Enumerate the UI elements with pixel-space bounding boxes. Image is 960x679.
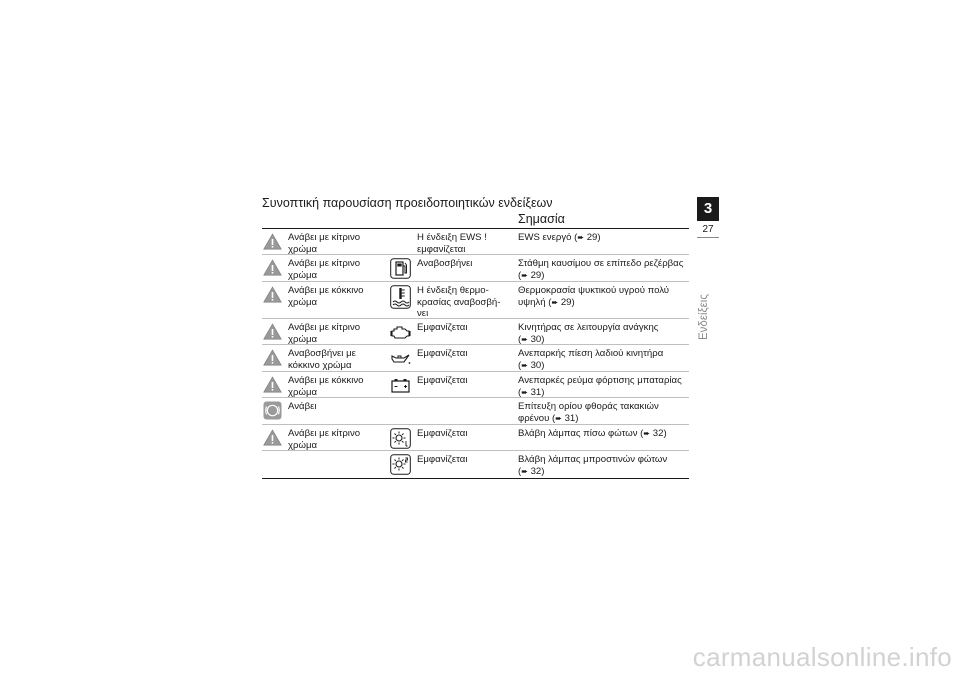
engine-icon [390,322,411,343]
page-reference: 31 [564,412,576,424]
rear-lamp-icon [390,428,411,449]
display-state: Εμφανίζεται [417,348,468,359]
page-reference: 29 [560,296,572,308]
page-reference: 30 [530,333,542,345]
meaning: EWS ενεργό (➨ 29) [518,232,601,243]
display-state: Η ένδειξη θερμο- κρασίας αναβοσβή- νει [417,285,501,319]
arrow-right-icon: ➨ [521,387,528,397]
meaning: Κινητήρας σε λειτουργία ανάγκης (➨ 30) [518,322,659,345]
warning-indicators-table [262,228,689,479]
table-row [262,345,689,372]
warning-triangle-icon [263,286,282,303]
display-state: Εμφανίζεται [417,322,468,333]
arrow-right-icon: ➨ [521,466,528,476]
page-reference: 32 [652,428,664,439]
meaning: Βλάβη λάμπας πίσω φώτων (➨ 32) [518,428,667,439]
table-row [262,451,689,479]
warning-triangle-icon [263,233,282,250]
table-row [262,372,689,398]
coolant-temperature-icon [390,285,411,309]
arrow-right-icon: ➨ [643,429,651,438]
light-state: Ανάβει με κίτρινο χρώμα [288,428,361,451]
display-state: Εμφανίζεται [417,454,468,465]
page-reference: 31 [530,386,542,398]
page-reference: 29 [530,269,542,281]
page-reference: 29 [586,232,598,243]
brake-pad-icon [263,401,282,420]
light-state: Ανάβει με κίτρινο χρώμα [288,322,361,345]
page-reference: 32 [530,465,542,477]
chapter-number-tab: 3 [697,197,719,221]
meaning: Ανεπαρκής πίεση λαδιού κινητήρα (➨ 30) [518,348,664,371]
display-state: Αναβοσβήνει [417,258,473,269]
meaning: Θερμοκρασία ψυκτικού υγρού πολύ υψηλή (➨ 29) [518,285,670,308]
light-state: Ανάβει με κίτρινο χρώμα [288,258,361,281]
warning-triangle-icon [263,429,282,446]
arrow-right-icon: ➨ [551,297,559,307]
light-state: Ανάβει [288,401,317,412]
meaning: Στάθμη καυσίμου σε επίπεδο ρεζέρβας (➨ 29) [518,258,684,281]
warning-triangle-icon [263,349,282,366]
display-state: Η ένδειξη EWS ! εμφανίζεται [417,232,487,255]
display-state: Εμφανίζεται [417,375,468,386]
display-state: Εμφανίζεται [417,428,468,439]
table-row [262,282,689,319]
arrow-right-icon: ➨ [521,334,528,344]
warning-triangle-icon [263,376,282,393]
meaning-column-header: Σημασία [518,212,565,226]
page-title: Συνοπτική παρουσίαση προειδοποιητικών ενδείξεων [262,196,553,210]
section-side-label: Ενδείξεις [698,294,710,340]
arrow-right-icon: ➨ [555,413,562,423]
battery-icon [390,375,411,396]
watermark: carmanualsonline.info [692,642,952,672]
light-state: Αναβοσβήνει με κόκκινο χρώμα [288,348,356,371]
table-row [262,398,689,425]
front-lamp-icon [390,454,411,475]
meaning: Βλάβη λάμπας μπροστινών φώτων (➨ 32) [518,454,668,477]
table-row [262,319,689,345]
meaning: Ανεπαρκές ρεύμα φόρτισης μπαταρίας (➨ 31) [518,375,682,398]
light-state: Ανάβει με κόκκινο χρώμα [288,285,364,308]
table-row [262,255,689,282]
tab-divider [697,237,719,238]
page-number: 27 [702,224,714,235]
light-state: Ανάβει με κίτρινο χρώμα [288,232,361,255]
oil-can-icon [390,348,411,369]
arrow-right-icon: ➨ [577,233,585,242]
page-reference: 30 [530,359,542,371]
arrow-right-icon: ➨ [521,270,528,280]
light-state: Ανάβει με κόκκινο χρώμα [288,375,364,398]
table-row [262,425,689,451]
fuel-pump-icon [390,258,411,279]
table-row [262,229,689,255]
meaning: Επίτευξη ορίου φθοράς τακακιών φρένου (➨ 31) [518,401,659,424]
arrow-right-icon: ➨ [521,360,528,370]
warning-triangle-icon [263,259,282,276]
warning-triangle-icon [263,323,282,340]
